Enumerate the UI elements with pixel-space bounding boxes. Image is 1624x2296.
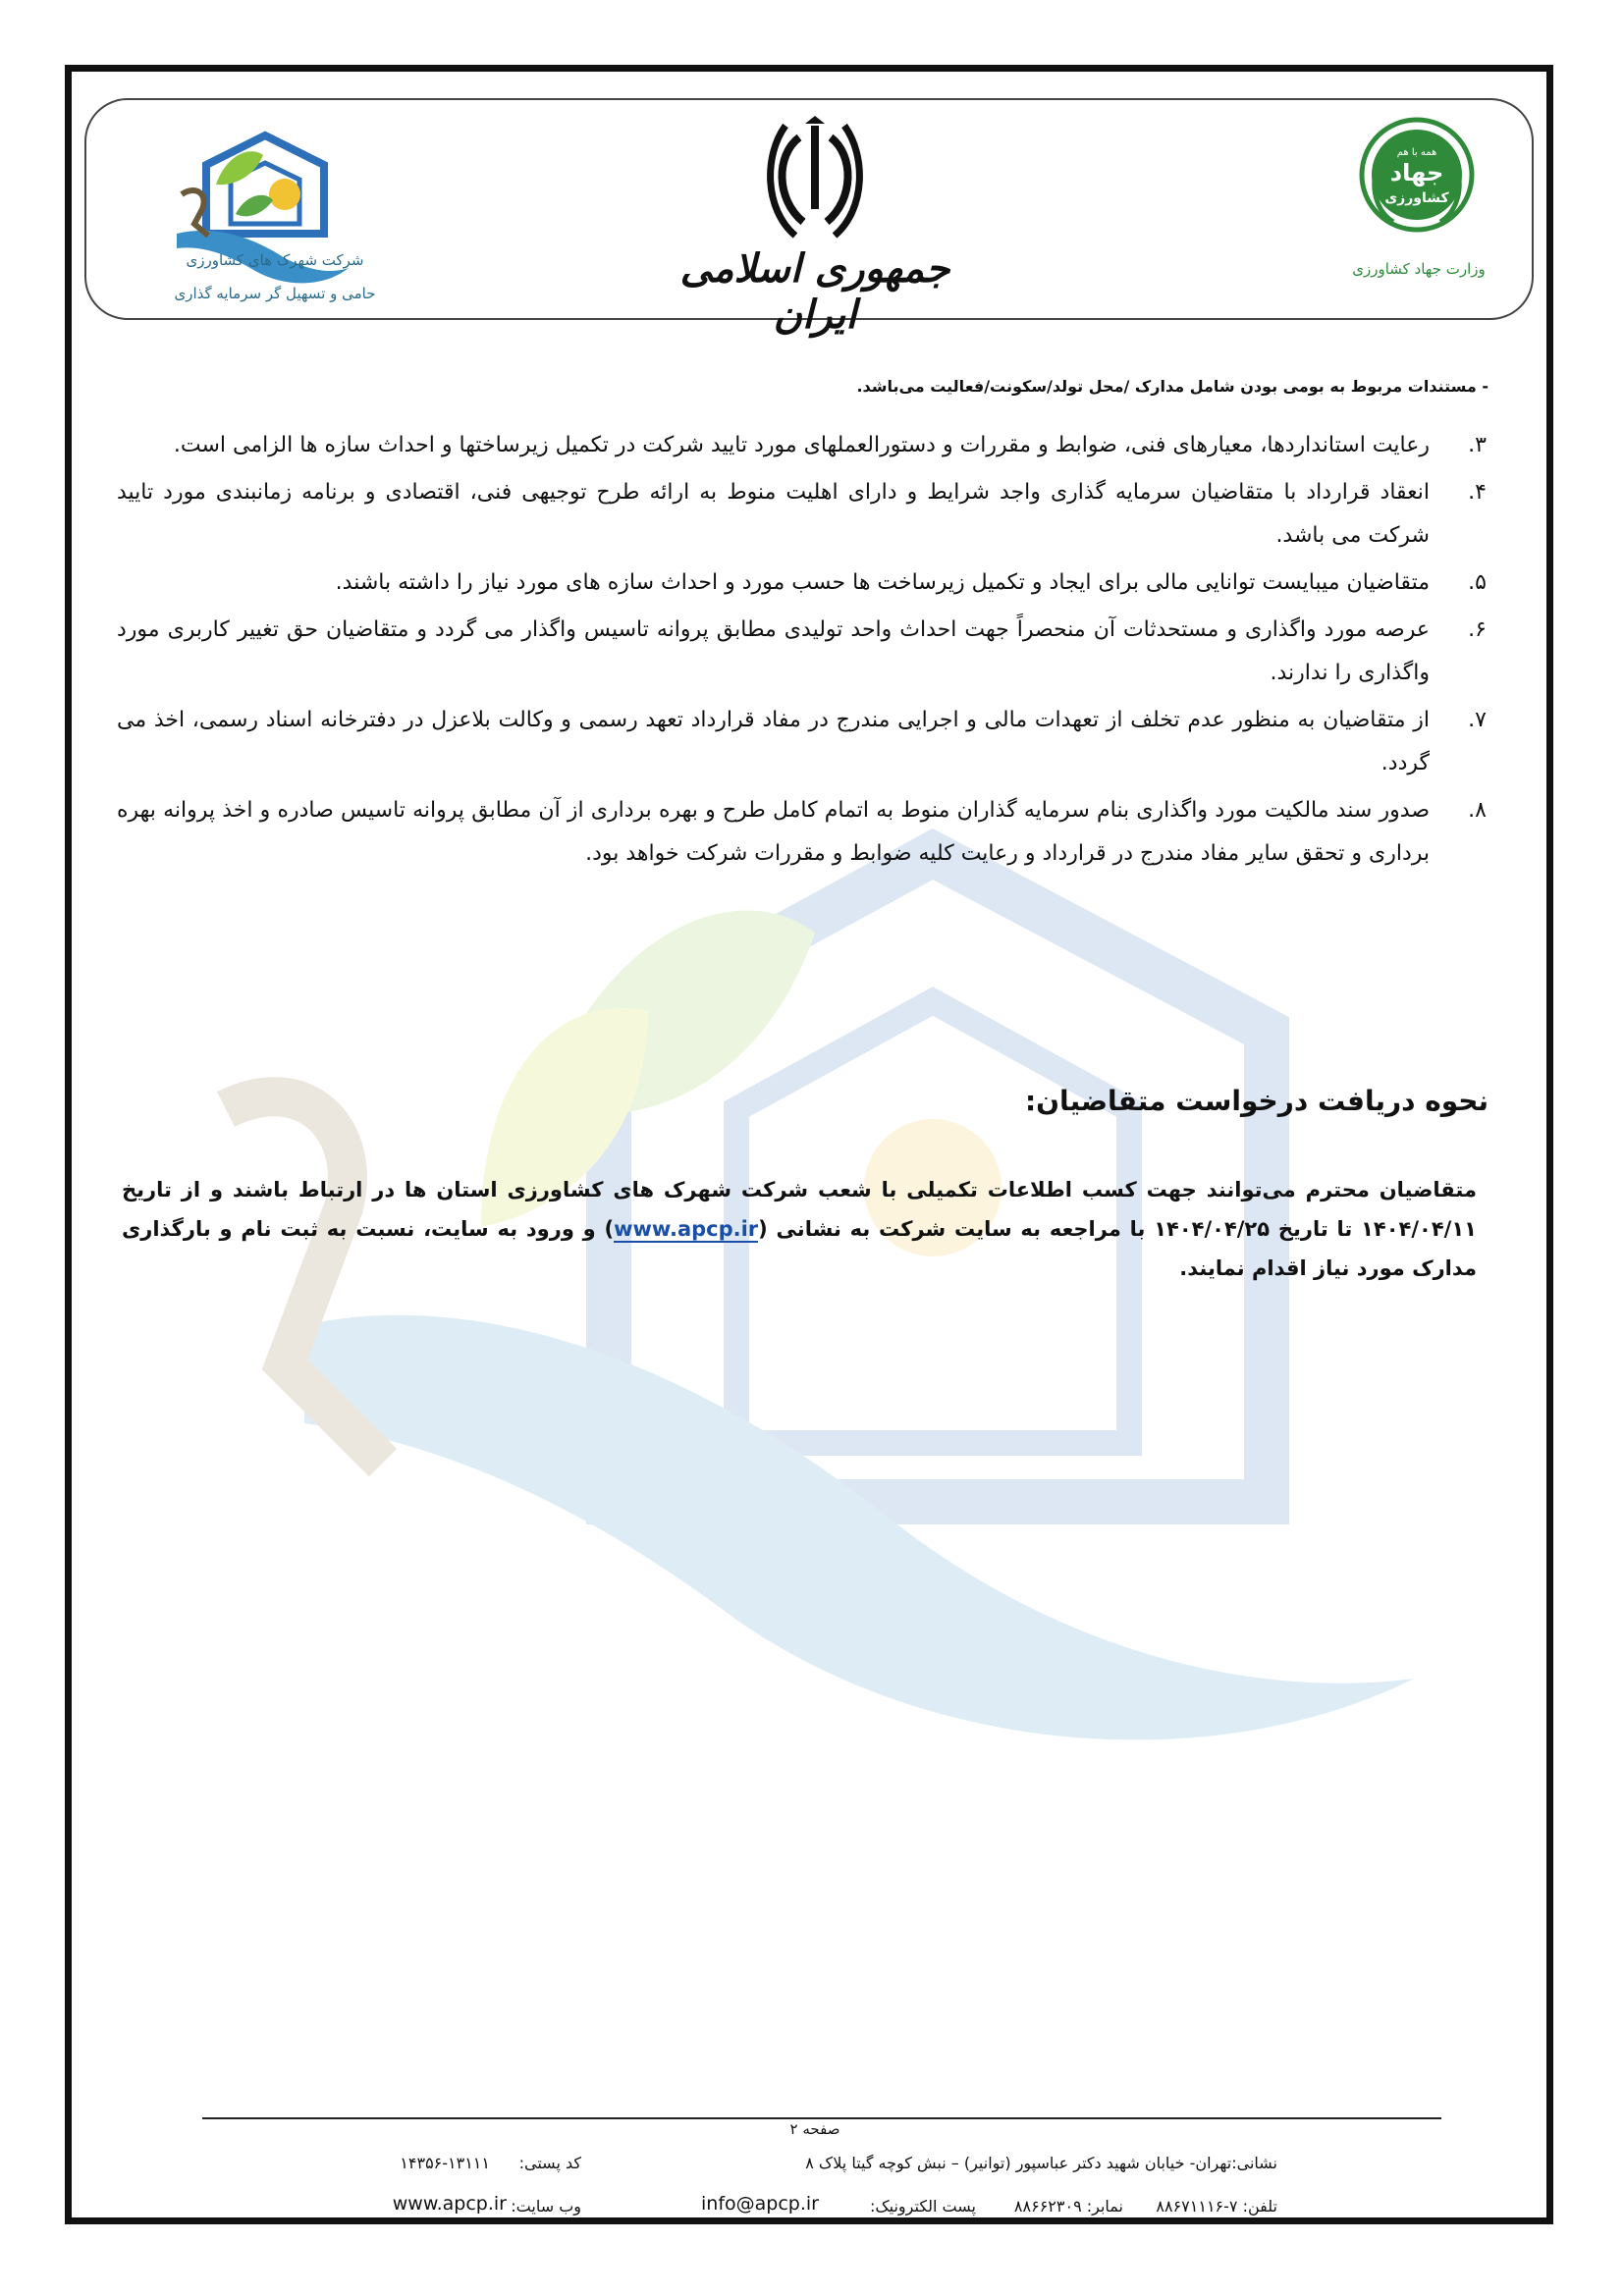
item-number: ۷. xyxy=(1468,708,1487,732)
item-number: ۶. xyxy=(1468,617,1487,642)
footer-website[interactable]: www.apcp.ir xyxy=(392,2193,507,2215)
section-heading: نحوه دریافت درخواست متقاضیان: xyxy=(1024,1085,1489,1117)
footer-address: نشانی:تهران- خیابان شهید دکتر عباسپور (توانیر) – نبش کوچه گیتا پلاک ۸ xyxy=(805,2154,1277,2172)
footer-phone: تلفن: ۷-۸۸۶۷۱۱۱۶ xyxy=(1156,2197,1277,2216)
list-item xyxy=(117,471,1487,558)
page-number: صفحه ۲ xyxy=(789,2120,840,2138)
watermark-logo-icon xyxy=(187,815,1483,1796)
country-name: جمهوری اسلامی ایران xyxy=(679,245,950,338)
company-name: شرکت شهرک های کشاورزی xyxy=(186,251,364,269)
list-item xyxy=(117,561,1487,605)
item-text: صدور سند مالکیت مورد واگذاری بنام سرمایه گذاران منوط به اتمام کامل طرح و بهره برداری از آن مطابق پروانه تاسیس صادره و اخذ پروانه بهره برداری و تحقق سایر مفاد مندرج در قرارداد و رعایت کلیه ضوابط و مقررات شرکت خواهد بود. xyxy=(117,798,1430,866)
ministry-logo-top-text: همه با هم xyxy=(1396,147,1437,158)
footer-web-label: وب سایت: xyxy=(511,2197,581,2216)
ministry-logo-main-text: جهاد xyxy=(1389,159,1444,187)
footer-postal-label: کد پستی: xyxy=(518,2154,581,2172)
item-number: ۵. xyxy=(1468,570,1487,595)
item-text: از متقاضیان به منظور عدم تخلف از تعهدات مالی و اجرایی مندرج در مفاد قرارداد تعهد رسمی و وکالت بلاعزل در دفترخانه اسناد رسمی، اخذ می گردد. xyxy=(117,708,1430,775)
footer-email-label: پست الکترونیک: xyxy=(869,2197,976,2216)
footer-divider xyxy=(202,2117,1441,2119)
documents-note: - مستندات مربوط به بومی بودن شامل مدارک /محل تولد/سکونت/فعالیت می‌باشد. xyxy=(856,377,1489,396)
ministry-logo-sub-text: کشاورزی xyxy=(1384,190,1449,206)
request-text-before: متقاضیان محترم می‌توانند جهت کسب اطلاعات تکمیلی با شعب شرکت شهرک های کشاورزی استان ها در ارتباط باشند و از تاریخ ۱۴۰۴/۰۴/۱۱ تا تاریخ ۱۴۰۴/۰۴/۲۵ با مراجعه به سایت شرکت به نشانی ( xyxy=(122,1178,1477,1241)
ministry-name: وزارت جهاد کشاورزی xyxy=(1352,260,1486,278)
item-text: رعایت استانداردها، معیارهای فنی، ضوابط و مقررات و دستورالعملهای مورد تایید شرکت در تکمیل زیرساختها و احداث سازه ها الزامی است. xyxy=(173,433,1430,457)
jihad-agriculture-logo-icon xyxy=(1358,114,1476,241)
list-item xyxy=(117,699,1487,785)
item-text: متقاضیان میبایست توانایی مالی برای ایجاد و تکمیل زیرساخت ها حسب مورد و احداث سازه های مورد نیاز را داشته باشند. xyxy=(335,570,1430,595)
item-text: انعقاد قرارداد با متقاضیان سرمایه گذاری واجد شرایط و دارای اهلیت منوط به ارائه طرح توجیهی فنی، اقتصادی و برنامه زمانبندی مورد تایید شرکت می باشد. xyxy=(117,480,1430,548)
website-link[interactable]: www.apcp.ir xyxy=(614,1217,759,1241)
footer-postal-code: ۱۴۳۵۶-۱۳۱۱۱ xyxy=(400,2154,490,2172)
list-item xyxy=(117,789,1487,876)
footer-fax: نمابر: ۸۸۶۶۲۳۰۹ xyxy=(1013,2197,1123,2216)
item-number: ۸. xyxy=(1468,798,1487,823)
company-tagline: حامی و تسهیل گر سرمایه گذاری xyxy=(174,285,376,302)
item-number: ۳. xyxy=(1468,433,1487,457)
item-text: عرصه مورد واگذاری و مستحدثات آن منحصراً جهت احداث واحد تولیدی مطابق پروانه تاسیس واگذار می گردد و متقاضیان حق تغییر کاربری مورد واگذاری را ندارند. xyxy=(117,617,1430,685)
conditions-list xyxy=(117,424,1487,880)
footer-email[interactable]: info@apcp.ir xyxy=(701,2193,819,2215)
list-item xyxy=(117,609,1487,695)
iran-emblem-icon xyxy=(756,116,874,243)
request-paragraph xyxy=(122,1170,1477,1288)
list-item xyxy=(117,424,1487,467)
request-text-after: ) و ورود به سایت، نسبت به ثبت نام و بارگذاری مدارک مورد نیاز اقدام نمایند. xyxy=(122,1217,1477,1280)
item-number: ۴. xyxy=(1468,480,1487,505)
